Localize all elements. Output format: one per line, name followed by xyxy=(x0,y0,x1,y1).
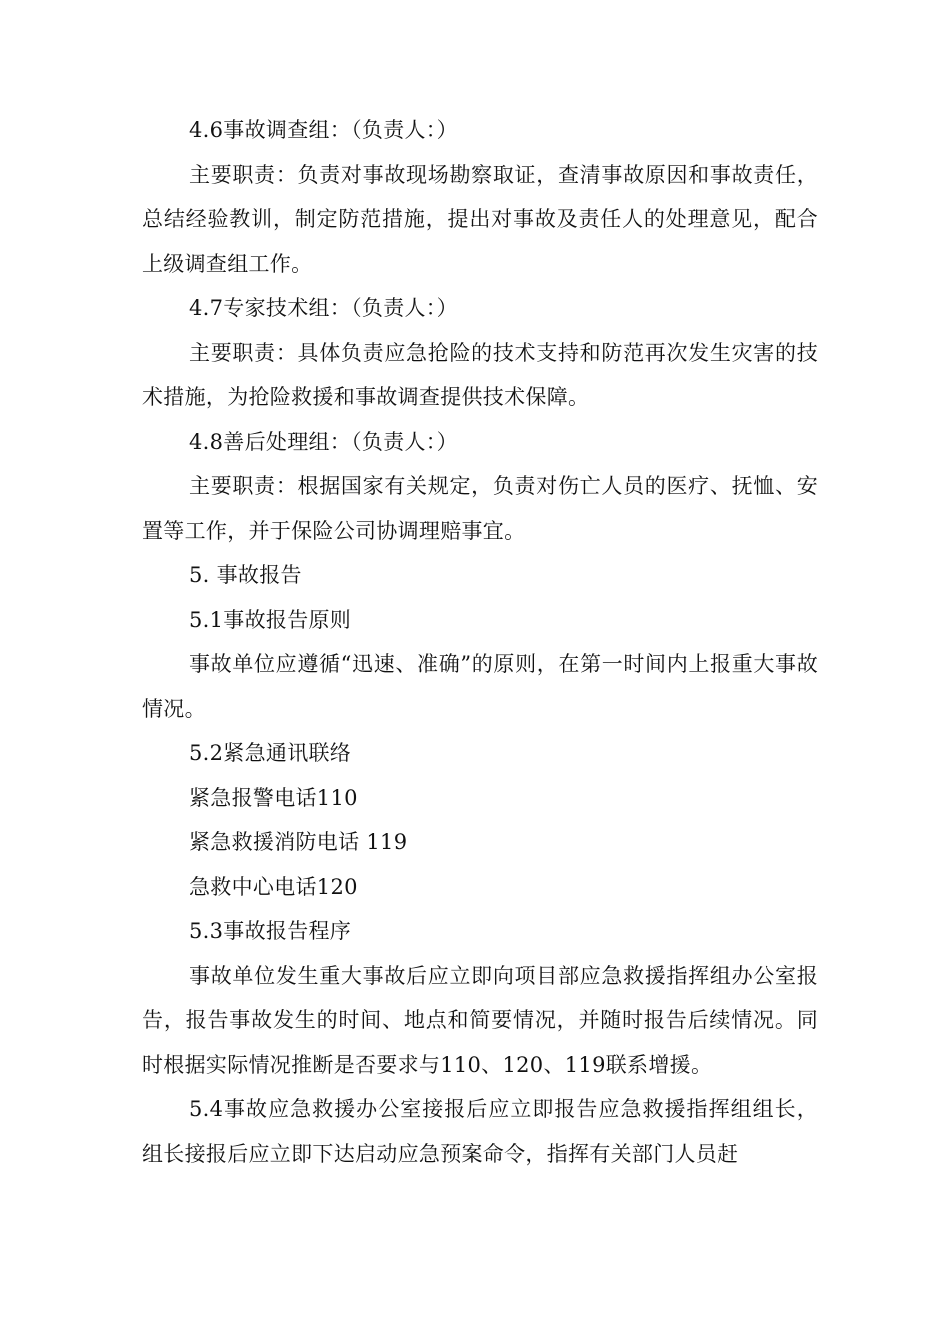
heading-5-3-reporting-procedure: 5.3事故报告程序 xyxy=(189,919,352,943)
paragraph-investigation-duties: 主要职责：负责对事故现场勘察取证，查清事故原因和事故责任，总结经验教训，制定防范措施，提出对事故及责任人的处理意见，配合上级调查组工作。 xyxy=(142,162,818,276)
paragraph-technical-duties: 主要职责：具体负责应急抢险的技术支持和防范再次发生灾害的技术措施，为抢险救援和事故调查提供技术保障。 xyxy=(142,340,818,409)
heading-5-accident-report: 5. 事故报告 xyxy=(189,563,302,587)
paragraph-5-4-office-reporting: 5.4事故应急救援办公室接报后应立即报告应急救援指挥组组长，组长接报后应立即下达启动应急预案命令，指挥有关部门人员赶 xyxy=(142,1097,818,1166)
paragraph-reporting-procedure: 事故单位发生重大事故后应立即向项目部应急救援指挥组办公室报告，报告事故发生的时间、地点和简要情况，并随时报告后续情况。同时根据实际情况推断是否要求与110、120、119联系增援。 xyxy=(142,963,818,1077)
heading-4-6-accident-investigation-group: 4.6事故调查组：（负责人：） xyxy=(189,118,458,142)
heading-4-7-expert-technical-group: 4.7专家技术组：（负责人：） xyxy=(189,296,458,320)
heading-5-2-emergency-contacts: 5.2紧急通讯联络 xyxy=(189,741,352,765)
paragraph-reporting-principle: 事故单位应遵循“迅速、准确”的原则，在第一时间内上报重大事故情况。 xyxy=(142,652,818,721)
contact-police-line: 紧急报警电话110 xyxy=(189,785,358,810)
heading-5-1-reporting-principle: 5.1事故报告原则 xyxy=(189,607,352,632)
heading-4-8-aftermath-handling-group: 4.8善后处理组：（负责人：） xyxy=(189,429,458,454)
paragraph-aftermath-duties: 主要职责：根据国家有关规定，负责对伤亡人员的医疗、抚恤、安置等工作，并于保险公司协调理赔事宜。 xyxy=(142,474,818,543)
contact-fire-rescue-line: 紧急救援消防电话 119 xyxy=(189,830,408,854)
document-page xyxy=(142,108,818,1176)
contact-ambulance-line: 急救中心电话120 xyxy=(189,874,358,899)
